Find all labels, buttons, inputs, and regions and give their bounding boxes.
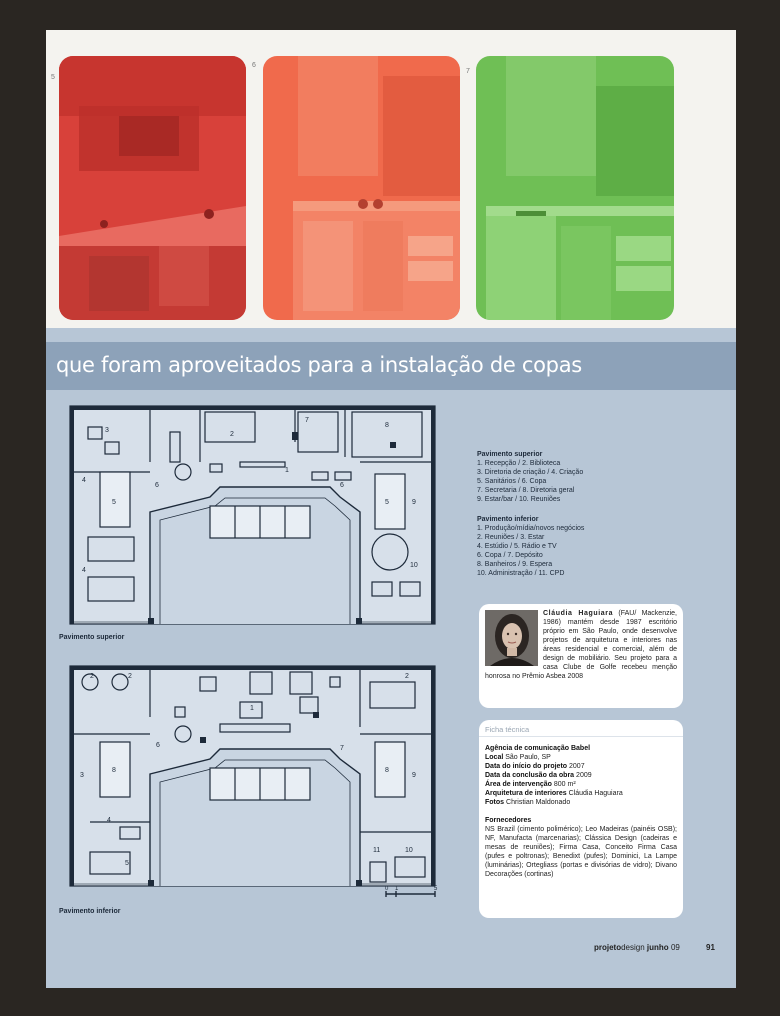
magazine-name-bold: projeto xyxy=(594,943,622,952)
legend-upper xyxy=(477,450,637,504)
magazine-footer xyxy=(594,943,680,952)
photo-orange-kitchen xyxy=(263,56,460,320)
legend-lower-line: 6. Copa / 7. Depósito xyxy=(477,552,543,559)
technical-sheet-divider xyxy=(479,736,683,737)
tech-row: Área de intervenção 800 m² xyxy=(485,781,576,788)
architect-bio-body: (FAU/ Mackenzie, 1986) mantém desde 1987 escritório próprio em São Paulo, onde desenvolve projetos de arquitetura e interiores nas áreas residencial e comercial, além de design de mobiliário. Seu projeto para a casa Clube de Golfe recebeu menção honrosa no Prêmio Asbea 2008 xyxy=(485,610,677,680)
photo-number-6: 6 xyxy=(252,62,256,69)
svg-text:2: 2 xyxy=(90,673,94,680)
svg-text:4: 4 xyxy=(82,477,86,484)
svg-text:9: 9 xyxy=(412,499,416,506)
svg-text:1: 1 xyxy=(285,467,289,474)
plan-upper-caption: Pavimento superior xyxy=(59,634,125,641)
floor-plan-lower xyxy=(60,662,450,902)
suppliers-title: Fornecedores xyxy=(485,817,532,824)
svg-text:2: 2 xyxy=(128,673,132,680)
svg-text:9: 9 xyxy=(412,772,416,779)
page-number: 91 xyxy=(706,943,715,952)
legend-upper-title: Pavimento superior xyxy=(477,451,543,458)
scale-label-5: 5 xyxy=(434,886,438,892)
svg-text:2: 2 xyxy=(405,673,409,680)
agency-name: Agência de comunicação Babel xyxy=(485,745,591,752)
legend-upper-line: 3. Diretoria de criação / 4. Criação xyxy=(477,469,584,476)
architect-name: Cláudia Haguiara xyxy=(543,610,614,617)
headline: que foram aproveitados para a instalação de copas xyxy=(56,353,582,377)
photo-green-kitchen xyxy=(476,56,674,320)
scale-label-0: 0 xyxy=(385,886,389,892)
legend-lower-title: Pavimento inferior xyxy=(477,516,539,523)
svg-text:7: 7 xyxy=(305,417,309,424)
svg-text:4: 4 xyxy=(82,567,86,574)
legend-lower-line: 1. Produção/mídia/novos negócios xyxy=(477,525,585,532)
technical-sheet-title: Ficha técnica xyxy=(485,725,530,734)
svg-text:10: 10 xyxy=(410,562,418,569)
plan-lower-caption: Pavimento inferior xyxy=(59,908,121,915)
svg-text:11: 11 xyxy=(373,847,381,854)
svg-text:8: 8 xyxy=(385,422,389,429)
floor-plan-upper xyxy=(60,402,450,636)
magazine-page xyxy=(46,30,736,988)
tech-row: Fotos Christian Maldonado xyxy=(485,799,571,806)
svg-text:10: 10 xyxy=(405,847,413,854)
svg-text:6: 6 xyxy=(155,482,159,489)
legend-upper-line: 5. Sanitários / 6. Copa xyxy=(477,478,547,485)
svg-text:1: 1 xyxy=(250,705,254,712)
legend-lower xyxy=(477,515,637,578)
legend-lower-line: 2. Reuniões / 3. Estar xyxy=(477,534,545,541)
tech-row: Local São Paulo, SP xyxy=(485,754,551,761)
tech-row: Data da conclusão da obra 2009 xyxy=(485,772,592,779)
svg-text:6: 6 xyxy=(340,482,344,489)
headline-band xyxy=(46,342,736,390)
svg-text:4: 4 xyxy=(107,817,111,824)
architect-portrait xyxy=(485,610,538,666)
svg-text:5: 5 xyxy=(385,499,389,506)
technical-sheet-card xyxy=(479,720,683,918)
suppliers-text: NS Brazil (cimento polimérico); Leo Madeiras (painéis OSB); NF, Manufacta (marcenarias); Clássica Design (cadeiras e mesas de reuniões); Firma Casa, Conceito Firma Casa (pufes e poltronas); Benedixt (pufes); Dominici, La Lampe (luminárias); Ortegliass (portas e divisórias de vidro); Divano Decorações (cortinas) xyxy=(485,826,677,878)
photo-number-5: 5 xyxy=(51,74,55,81)
architect-bio-card xyxy=(479,604,683,708)
legend-upper-line: 9. Estar/bar / 10. Reuniões xyxy=(477,496,561,503)
legend-upper-line: 7. Secretaria / 8. Diretoria geral xyxy=(477,487,575,494)
legend-lower-line: 4. Estúdio / 5. Rádio e TV xyxy=(477,543,557,550)
svg-text:3: 3 xyxy=(80,772,84,779)
photo-red-kitchen xyxy=(59,56,246,320)
issue-year: 09 xyxy=(670,943,680,952)
legend-lower-line: 8. Banheiros / 9. Espera xyxy=(477,561,553,568)
svg-text:6: 6 xyxy=(156,742,160,749)
tech-row: Arquitetura de interiores Cláudia Haguiara xyxy=(485,790,623,797)
svg-text:7: 7 xyxy=(340,745,344,752)
svg-text:2: 2 xyxy=(230,431,234,438)
tech-row: Data do início do projeto 2007 xyxy=(485,763,585,770)
scale-label-1: 1 xyxy=(395,886,399,892)
technical-sheet-body xyxy=(485,744,677,879)
svg-text:8: 8 xyxy=(385,767,389,774)
svg-text:8: 8 xyxy=(112,767,116,774)
legend-lower-line: 10. Administração / 11. CPD xyxy=(477,570,565,577)
legend-upper-line: 1. Recepção / 2. Biblioteca xyxy=(477,460,561,467)
photo-number-7: 7 xyxy=(466,68,470,75)
svg-text:3: 3 xyxy=(105,427,109,434)
issue-month: junho xyxy=(646,943,669,952)
svg-text:5: 5 xyxy=(112,499,116,506)
magazine-name-regular: design xyxy=(621,943,645,952)
svg-text:5: 5 xyxy=(125,860,129,867)
